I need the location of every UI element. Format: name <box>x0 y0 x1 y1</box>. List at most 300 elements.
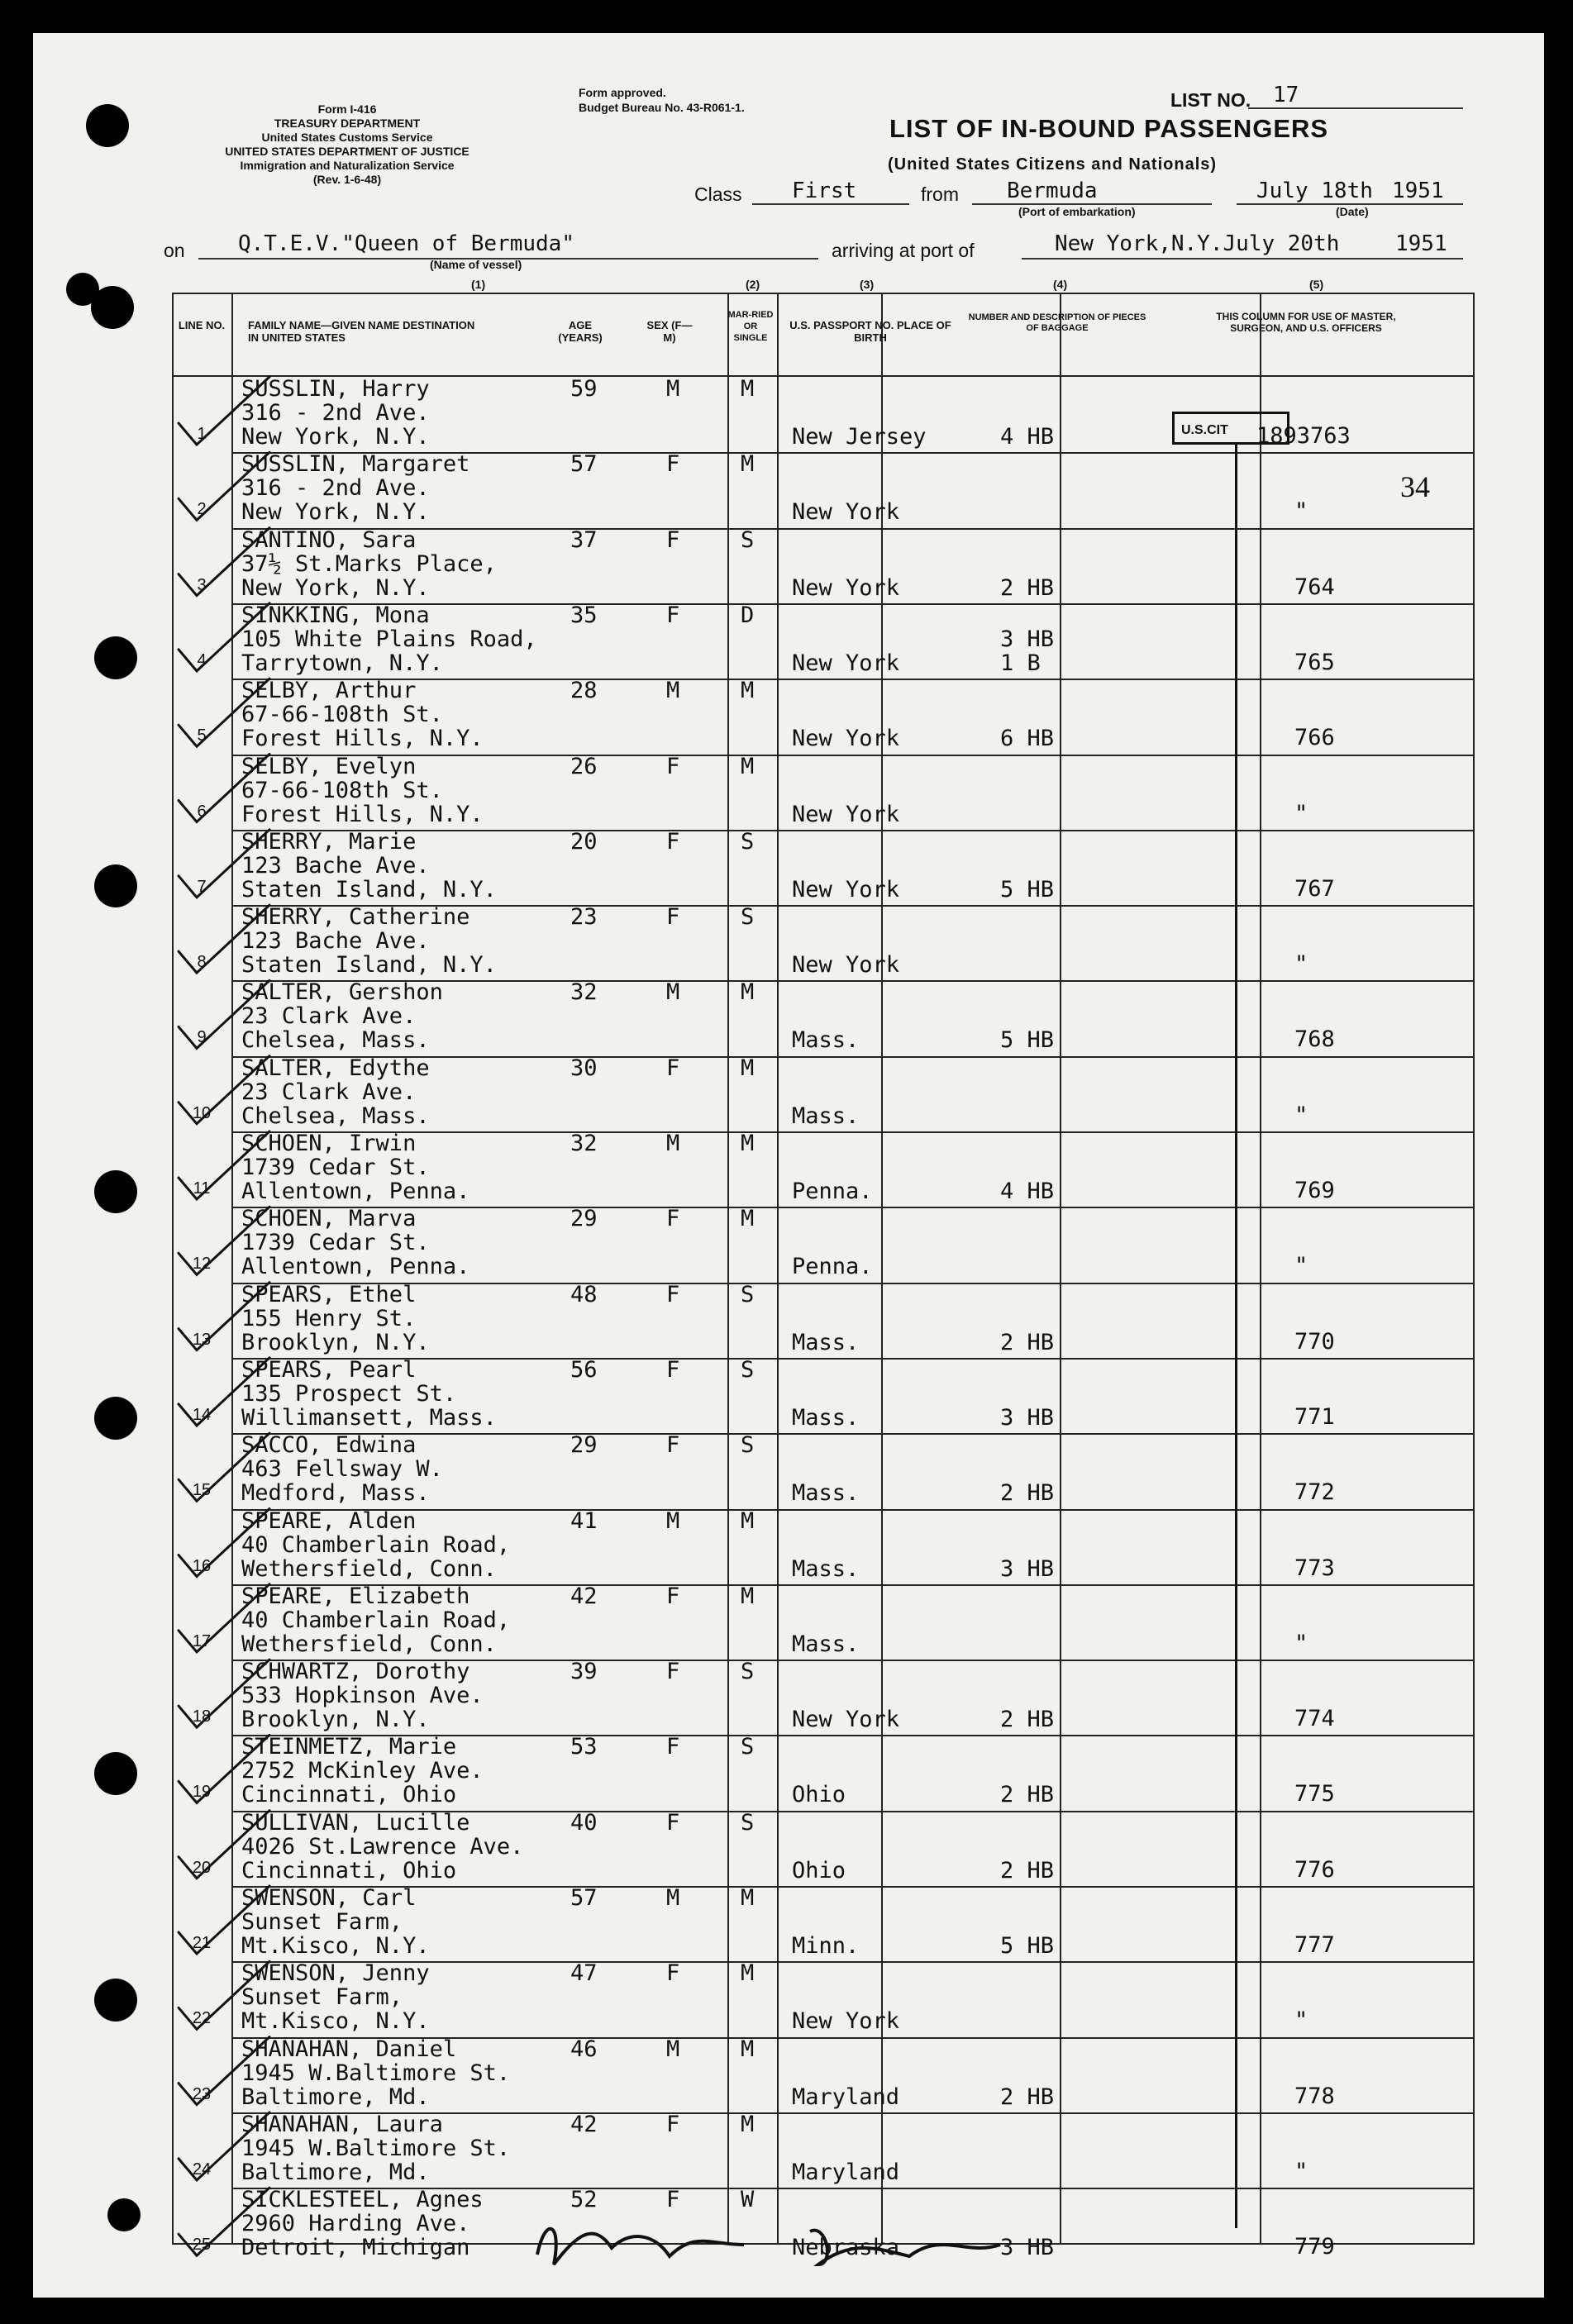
passenger-married: W <box>741 2187 755 2213</box>
passenger-city: Cincinnati, Ohio <box>241 1782 457 1808</box>
official-number: 771 <box>1294 1403 1335 1430</box>
official-number: " <box>1294 2158 1308 2184</box>
place-of-birth: Minn. <box>792 1933 860 1959</box>
baggage: 5 HB <box>1000 876 1055 902</box>
official-number: " <box>1294 1102 1308 1128</box>
passenger-married: M <box>741 1507 755 1534</box>
passenger-married: M <box>741 1206 755 1232</box>
passenger-married: M <box>741 1055 755 1081</box>
passenger-address: 463 Fellsway W. <box>241 1456 443 1483</box>
passenger-married: S <box>741 904 755 931</box>
passenger-address: 4026 St.Lawrence Ave. <box>241 1833 524 1860</box>
passenger-married: D <box>741 602 755 628</box>
baggage: 2 HB <box>1000 1707 1055 1733</box>
official-number: " <box>1294 800 1308 826</box>
baggage: 2 HB <box>1000 1329 1055 1355</box>
place-of-birth: New Jersey <box>792 424 927 450</box>
official-number: " <box>1294 1630 1308 1656</box>
passenger-city: Forest Hills, N.Y. <box>241 801 484 827</box>
line-number: 1 <box>197 425 207 443</box>
passenger-address: 23 Clark Ave. <box>241 1079 417 1105</box>
passenger-sex: F <box>666 451 680 478</box>
passenger-name: SALTER, Gershon <box>241 979 443 1006</box>
check-mark <box>179 528 269 596</box>
place-of-birth: Mass. <box>792 1555 860 1582</box>
baggage: 2 HB <box>1000 574 1055 601</box>
document-title: LIST OF IN-BOUND PASSENGERS <box>889 114 1329 143</box>
line-number: 17 <box>192 1631 212 1650</box>
official-number: " <box>1294 2007 1308 2034</box>
official-number: 765 <box>1294 649 1335 675</box>
passenger-name: SWENSON, Jenny <box>241 1960 430 1987</box>
passenger-name: SUSSLIN, Margaret <box>241 451 470 478</box>
passenger-age: 59 <box>570 376 598 402</box>
official-number: 772 <box>1294 1479 1335 1506</box>
official-number: 776 <box>1294 1856 1335 1883</box>
passenger-name: SPEARS, Ethel <box>241 1281 417 1307</box>
line-number: 13 <box>192 1330 212 1349</box>
passenger-address: 2960 Harding Ave. <box>241 2211 470 2237</box>
passenger-married: S <box>741 1659 755 1685</box>
baggage: 5 HB <box>1000 1027 1055 1054</box>
passenger-city: New York, N.Y. <box>241 574 430 601</box>
passenger-address: 105 White Plains Road, <box>241 626 537 652</box>
baggage: 3 HB <box>1000 2235 1055 2261</box>
official-number: 1893763 <box>1256 423 1351 449</box>
place-of-birth: Mass. <box>792 1027 860 1054</box>
passenger-married: S <box>741 1356 755 1383</box>
passenger-name: SINKKING, Mona <box>241 602 430 628</box>
passenger-name: STEINMETZ, Marie <box>241 1734 457 1760</box>
passenger-name: SALTER, Edythe <box>241 1055 430 1081</box>
check-mark <box>179 1207 269 1274</box>
passenger-married: S <box>741 526 755 553</box>
passenger-address: 316 - 2nd Ave. <box>241 475 430 502</box>
place-of-birth: Mass. <box>792 1329 860 1355</box>
passenger-sex: M <box>666 1507 680 1534</box>
header-line-no: LINE NO. <box>178 319 226 331</box>
place-of-birth: New York <box>792 650 900 676</box>
passenger-age: 32 <box>570 1131 598 1156</box>
check-mark <box>179 1811 269 1879</box>
baggage: 2 HB <box>1000 2084 1055 2110</box>
check-mark <box>179 452 269 520</box>
place-of-birth: New York <box>792 726 900 752</box>
place-of-birth: Mass. <box>792 1480 860 1507</box>
passenger-address: 40 Chamberlain Road, <box>241 1531 511 1558</box>
passenger-age: 46 <box>570 2036 598 2062</box>
check-mark <box>179 830 269 898</box>
passenger-name: SPEARE, Alden <box>241 1507 417 1534</box>
passenger-sex: F <box>666 904 680 931</box>
place-of-birth: Penna. <box>792 1179 873 1204</box>
passenger-name: SCHWARTZ, Dorothy <box>241 1659 470 1685</box>
passenger-address: 123 Bache Ave. <box>241 928 430 955</box>
passenger-city: Wethersfield, Conn. <box>241 1631 497 1657</box>
passenger-city: Wethersfield, Conn. <box>241 1555 497 1582</box>
passenger-sex: F <box>666 1734 680 1760</box>
agency-customs: United States Customs Service <box>261 131 433 144</box>
passenger-married: M <box>741 678 755 704</box>
passenger-age: 57 <box>570 1885 598 1911</box>
passenger-sex: M <box>666 1885 680 1911</box>
official-number: 777 <box>1294 1932 1335 1958</box>
list-no-value: 17 <box>1273 83 1299 107</box>
baggage: 3 HB <box>1000 626 1055 652</box>
place-of-birth: New York <box>792 952 900 979</box>
passenger-name: SUSSLIN, Harry <box>241 376 430 402</box>
place-of-birth: New York <box>792 801 900 827</box>
form-number: Form I-416 <box>317 102 377 116</box>
signature <box>537 2229 744 2264</box>
line-number: 5 <box>197 726 207 745</box>
passenger-city: Baltimore, Md. <box>241 2084 430 2110</box>
column-number-1: (1) <box>471 278 486 291</box>
official-number: 767 <box>1294 875 1335 902</box>
line-number: 2 <box>197 500 207 519</box>
official-number: " <box>1294 498 1308 525</box>
port-value: New York,N.Y.July 20th <box>1055 231 1340 256</box>
check-mark <box>179 2037 269 2105</box>
line-number: 21 <box>192 1934 212 1952</box>
check-mark <box>179 1433 269 1501</box>
line-number: 10 <box>192 1103 212 1122</box>
line-number: 19 <box>192 1783 212 1802</box>
passenger-age: 29 <box>570 1206 598 1232</box>
official-number: 764 <box>1294 574 1335 600</box>
passenger-married: M <box>741 979 755 1006</box>
passenger-city: Chelsea, Mass. <box>241 1102 430 1129</box>
passenger-name: SHERRY, Catherine <box>241 904 470 931</box>
passenger-city: Brooklyn, N.Y. <box>241 1329 430 1355</box>
check-mark <box>179 377 269 445</box>
passenger-address: 1739 Cedar St. <box>241 1155 430 1180</box>
passenger-name: SELBY, Arthur <box>241 678 417 704</box>
passenger-address: 37½ St.Marks Place, <box>241 550 497 577</box>
line-number: 6 <box>197 802 207 821</box>
header-married: MAR-RIED OR SINGLE <box>727 310 774 343</box>
line-number: 8 <box>197 953 207 972</box>
line-number: 14 <box>192 1405 212 1424</box>
baggage: 4 HB <box>1000 424 1055 450</box>
passenger-city: Medford, Mass. <box>241 1480 430 1507</box>
signature <box>810 2231 1000 2264</box>
passenger-address: 1945 W.Baltimore St. <box>241 2060 511 2086</box>
official-number: 779 <box>1294 2234 1335 2260</box>
passenger-age: 56 <box>570 1356 598 1383</box>
passenger-city: Forest Hills, N.Y. <box>241 726 484 752</box>
passenger-married: M <box>741 376 755 402</box>
passenger-age: 39 <box>570 1659 598 1685</box>
agency-treasury: TREASURY DEPARTMENT <box>274 117 421 130</box>
passenger-age: 20 <box>570 828 598 855</box>
passenger-city: Allentown, Penna. <box>241 1179 470 1204</box>
baggage: 3 HB <box>1000 1555 1055 1582</box>
passenger-age: 41 <box>570 1507 598 1534</box>
passenger-sex: F <box>666 753 680 779</box>
passenger-name: SWENSON, Carl <box>241 1885 417 1911</box>
place-of-birth: New York <box>792 574 900 601</box>
passenger-married: M <box>741 1960 755 1987</box>
passenger-sex: F <box>666 1356 680 1383</box>
passenger-address: 40 Chamberlain Road, <box>241 1607 511 1633</box>
passenger-city: Mt.Kisco, N.Y. <box>241 1933 430 1959</box>
passenger-sex: F <box>666 1055 680 1081</box>
us-citizen-stamp: U.S.CIT <box>1172 412 1289 445</box>
passenger-age: 29 <box>570 1432 598 1459</box>
check-mark <box>179 1509 269 1577</box>
passenger-married: M <box>741 2111 755 2137</box>
passenger-married: M <box>741 1131 755 1156</box>
passenger-sex: M <box>666 2036 680 2062</box>
check-mark <box>179 2188 269 2255</box>
passenger-sex: F <box>666 1583 680 1609</box>
passenger-age: 47 <box>570 1960 598 1987</box>
passenger-name: SULLIVAN, Lucille <box>241 1809 470 1836</box>
official-number: " <box>1294 1253 1308 1279</box>
header-name: FAMILY NAME—GIVEN NAME DESTINATION IN UNITED STATES <box>248 319 475 344</box>
baggage: 2 HB <box>1000 1857 1055 1883</box>
passenger-city: Allentown, Penna. <box>241 1254 470 1280</box>
passenger-age: 53 <box>570 1734 598 1760</box>
passenger-name: SANTINO, Sara <box>241 526 417 553</box>
passenger-name: SPEARS, Pearl <box>241 1356 417 1383</box>
passenger-name: SICKLESTEEL, Agnes <box>241 2187 484 2213</box>
check-mark <box>179 679 269 746</box>
header-age: AGE (YEARS) <box>558 319 603 344</box>
vessel-caption: (Name of vessel) <box>430 258 522 271</box>
line-number: 11 <box>193 1179 211 1198</box>
passenger-name: SCHOEN, Irwin <box>241 1131 417 1156</box>
passenger-married: M <box>741 1885 755 1911</box>
passenger-city: New York, N.Y. <box>241 424 430 450</box>
passenger-married: M <box>741 753 755 779</box>
passenger-age: 57 <box>570 451 598 478</box>
check-mark <box>179 1735 269 1803</box>
passenger-age: 48 <box>570 1281 598 1307</box>
passenger-age: 37 <box>570 526 598 553</box>
place-of-birth: Mass. <box>792 1102 860 1129</box>
baggage: 5 HB <box>1000 1933 1055 1959</box>
passenger-city: New York, N.Y. <box>241 499 430 526</box>
check-mark <box>179 1961 269 2029</box>
class-label: Class <box>694 183 742 205</box>
passenger-sex: F <box>666 2111 680 2137</box>
passenger-age: 23 <box>570 904 598 931</box>
passenger-married: S <box>741 1281 755 1307</box>
passenger-name: SHERRY, Marie <box>241 828 417 855</box>
document-subtitle: (United States Citizens and Nationals) <box>888 155 1218 174</box>
passenger-address: 316 - 2nd Ave. <box>241 400 430 426</box>
baggage: 2 HB <box>1000 1480 1055 1507</box>
check-mark <box>179 905 269 973</box>
agency-ins: Immigration and Naturalization Service <box>240 159 455 172</box>
passenger-age: 28 <box>570 678 598 704</box>
official-number: 769 <box>1294 1178 1335 1203</box>
line-number: 20 <box>192 1858 212 1877</box>
place-of-birth: New York <box>792 2008 900 2035</box>
passenger-married: S <box>741 1432 755 1459</box>
line-number: 25 <box>192 2236 212 2255</box>
passenger-address: 67-66-108th St. <box>241 777 443 803</box>
column-number-2: (2) <box>746 278 760 291</box>
date-value: July 18th <box>1256 179 1373 203</box>
line-number: 23 <box>192 2084 212 2103</box>
passenger-address: 1945 W.Baltimore St. <box>241 2135 511 2161</box>
passenger-age: 52 <box>570 2187 598 2213</box>
line-number: 24 <box>192 2160 212 2179</box>
passenger-married: M <box>741 451 755 478</box>
arriving-label: arriving at port of <box>832 240 975 261</box>
column-number-5: (5) <box>1309 278 1324 291</box>
place-of-birth: Maryland <box>792 2159 900 2185</box>
place-of-birth: New York <box>792 499 900 526</box>
column-number-4: (4) <box>1053 278 1068 291</box>
passenger-sex: F <box>666 828 680 855</box>
baggage: 4 HB <box>1000 1179 1055 1204</box>
passenger-age: 42 <box>570 2111 598 2137</box>
check-mark <box>179 1358 269 1426</box>
passenger-city: Brooklyn, N.Y. <box>241 1707 430 1733</box>
passenger-name: SACCO, Edwina <box>241 1432 417 1459</box>
official-number: " <box>1294 951 1308 978</box>
passenger-name: SELBY, Evelyn <box>241 753 417 779</box>
passenger-name: SHANAHAN, Laura <box>241 2111 443 2137</box>
check-mark <box>179 1131 269 1199</box>
check-mark <box>179 2112 269 2180</box>
check-mark <box>179 1584 269 1652</box>
line-number: 3 <box>197 575 207 594</box>
passenger-sex: F <box>666 2187 680 2213</box>
check-mark <box>179 755 269 822</box>
passenger-married: S <box>741 1809 755 1836</box>
check-mark <box>179 980 269 1048</box>
line-number: 7 <box>197 877 207 896</box>
official-number: 775 <box>1294 1781 1335 1807</box>
passenger-sex: M <box>666 678 680 704</box>
place-of-birth: New York <box>792 1707 900 1733</box>
line-number: 22 <box>192 2009 212 2028</box>
passenger-married: S <box>741 828 755 855</box>
agency-justice: UNITED STATES DEPARTMENT OF JUSTICE <box>225 145 470 158</box>
passenger-address: 23 Clark Ave. <box>241 1003 417 1030</box>
passenger-address: 123 Bache Ave. <box>241 852 430 879</box>
passenger-sex: F <box>666 1659 680 1685</box>
column-number-3: (3) <box>860 278 875 291</box>
passenger-sex: F <box>666 1281 680 1307</box>
passenger-married: M <box>741 1583 755 1609</box>
passenger-address: 533 Hopkinson Ave. <box>241 1683 484 1709</box>
place-of-birth: Ohio <box>792 1857 846 1883</box>
passenger-sex: F <box>666 602 680 628</box>
budget-bureau: Budget Bureau No. 43-R061-1. <box>579 101 745 114</box>
form-revision: (Rev. 1-6-48) <box>312 173 382 186</box>
official-number: 768 <box>1294 1026 1335 1053</box>
header-sex: SEX (F—M) <box>646 319 693 344</box>
passenger-city: Mt.Kisco, N.Y. <box>241 2008 430 2035</box>
baggage: 3 HB <box>1000 1404 1055 1431</box>
line-number: 18 <box>192 1707 212 1726</box>
passenger-address: Sunset Farm, <box>241 1909 403 1935</box>
header-baggage: NUMBER AND DESCRIPTION OF PIECES OF BAGGAGE <box>968 312 1146 333</box>
passenger-sex: F <box>666 1432 680 1459</box>
passenger-name: SPEARE, Elizabeth <box>241 1583 470 1609</box>
place-of-birth: Mass. <box>792 1631 860 1657</box>
port-year: 1951 <box>1395 231 1447 256</box>
from-label: from <box>921 183 959 205</box>
check-mark <box>179 1660 269 1727</box>
header-passport: U.S. PASSPORT NO. PLACE OF BIRTH <box>789 319 951 344</box>
place-of-birth: Maryland <box>792 2084 900 2110</box>
passenger-age: 35 <box>570 602 598 628</box>
passenger-sex: M <box>666 1131 680 1156</box>
vessel-name: Q.T.E.V."Queen of Bermuda" <box>238 231 574 256</box>
place-of-birth: New York <box>792 876 900 902</box>
passenger-sex: F <box>666 1809 680 1836</box>
passenger-age: 42 <box>570 1583 598 1609</box>
passenger-name: SCHOEN, Marva <box>241 1206 417 1232</box>
official-number: 773 <box>1294 1555 1335 1581</box>
line-number: 15 <box>192 1481 212 1500</box>
official-number: 766 <box>1294 725 1335 751</box>
passenger-sex: M <box>666 376 680 402</box>
passenger-city: Tarrytown, N.Y. <box>241 650 443 676</box>
check-mark <box>179 603 269 671</box>
page-marker: 34 <box>1400 470 1430 503</box>
date-year: 1951 <box>1392 179 1444 203</box>
passenger-city: Detroit, Michigan <box>241 2235 470 2261</box>
date-caption: (Date) <box>1336 205 1369 218</box>
passenger-name: SHANAHAN, Daniel <box>241 2036 457 2062</box>
list-no-label: LIST NO. <box>1170 89 1251 111</box>
passenger-city: Staten Island, N.Y. <box>241 876 497 902</box>
passenger-city: Staten Island, N.Y. <box>241 952 497 979</box>
passenger-age: 40 <box>570 1809 598 1836</box>
passenger-city: Willimansett, Mass. <box>241 1404 497 1431</box>
passenger-city: Baltimore, Md. <box>241 2159 430 2185</box>
check-mark <box>179 1056 269 1124</box>
passenger-address: 2752 McKinley Ave. <box>241 1758 484 1784</box>
check-mark <box>179 1886 269 1954</box>
line-number: 12 <box>192 1255 212 1274</box>
passenger-married: S <box>741 1734 755 1760</box>
on-label: on <box>164 240 185 261</box>
baggage: 1 B <box>1000 650 1041 676</box>
line-number: 4 <box>197 650 207 669</box>
passenger-age: 32 <box>570 979 598 1006</box>
passenger-married: M <box>741 2036 755 2062</box>
passenger-sex: F <box>666 526 680 553</box>
form-approval: Form approved. <box>579 86 666 99</box>
place-of-birth: Mass. <box>792 1404 860 1431</box>
baggage: 2 HB <box>1000 1782 1055 1808</box>
passenger-age: 30 <box>570 1055 598 1081</box>
place-of-birth: Nebraska <box>792 2235 900 2261</box>
passenger-city: Cincinnati, Ohio <box>241 1857 457 1883</box>
line-number: 16 <box>192 1556 212 1575</box>
passenger-address: 135 Prospect St. <box>241 1380 457 1407</box>
from-value: Bermuda <box>1007 179 1098 203</box>
header-officers: THIS COLUMN FOR USE OF MASTER, SURGEON, AND U.S. OFFICERS <box>1216 311 1396 334</box>
passenger-address: 155 Henry St. <box>241 1305 417 1331</box>
passenger-sex: F <box>666 1960 680 1987</box>
class-value: First <box>792 179 857 203</box>
passenger-age: 26 <box>570 753 598 779</box>
official-number: 778 <box>1294 2083 1335 2109</box>
official-number: 770 <box>1294 1328 1335 1355</box>
from-caption: (Port of embarkation) <box>1018 205 1136 218</box>
official-number: 774 <box>1294 1706 1335 1732</box>
